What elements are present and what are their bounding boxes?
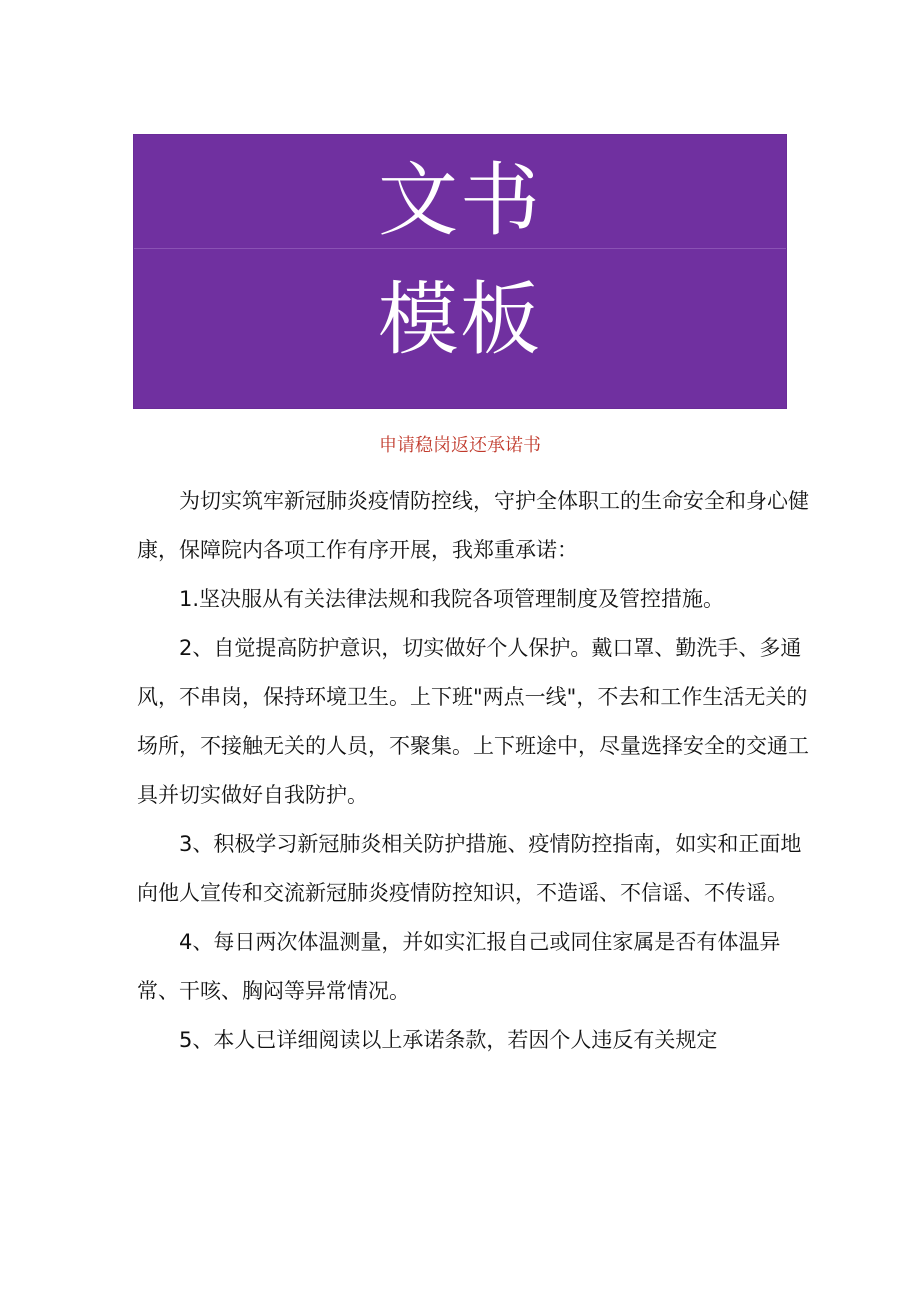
banner-divider [134, 248, 786, 249]
paragraph-intro: 为切实筑牢新冠肺炎疫情防控线，守护全体职工的生命安全和身心健康，保障院内各项工作有序开展，我郑重承诺： [137, 489, 809, 562]
document-body [137, 477, 817, 1065]
paragraph-item-3: 3、积极学习新冠肺炎相关防护措施、疫情防控指南，如实和正面地向他人宣传和交流新冠肺炎疫情防控知识，不造谣、不信谣、不传谣。 [137, 832, 802, 905]
paragraph-item-2: 2、自觉提高防护意识，切实做好个人保护。戴口罩、勤洗手、多通风，不串岗，保持环境卫生。上下班"两点一线"，不去和工作生活无关的场所，不接触无关的人员，不聚集。上下班途中，尽量选择安全的交通工具并切实做好自我防护。 [137, 636, 809, 807]
banner-title-line-1: 文书 [378, 154, 542, 247]
banner-title-line-2: 模板 [378, 273, 542, 366]
paragraph-item-4: 4、每日两次体温测量，并如实汇报自己或同住家属是否有体温异常、干咳、胸闷等异常情况。 [137, 930, 781, 1003]
cover-banner [133, 134, 787, 409]
paragraph-item-5: 5、本人已详细阅读以上承诺条款，若因个人违反有关规定 [179, 1028, 718, 1052]
document-title: 申请稳岗返还承诺书 [379, 435, 541, 456]
paragraph-item-1: 1.坚决服从有关法律法规和我院各项管理制度及管控措施。 [179, 587, 725, 611]
